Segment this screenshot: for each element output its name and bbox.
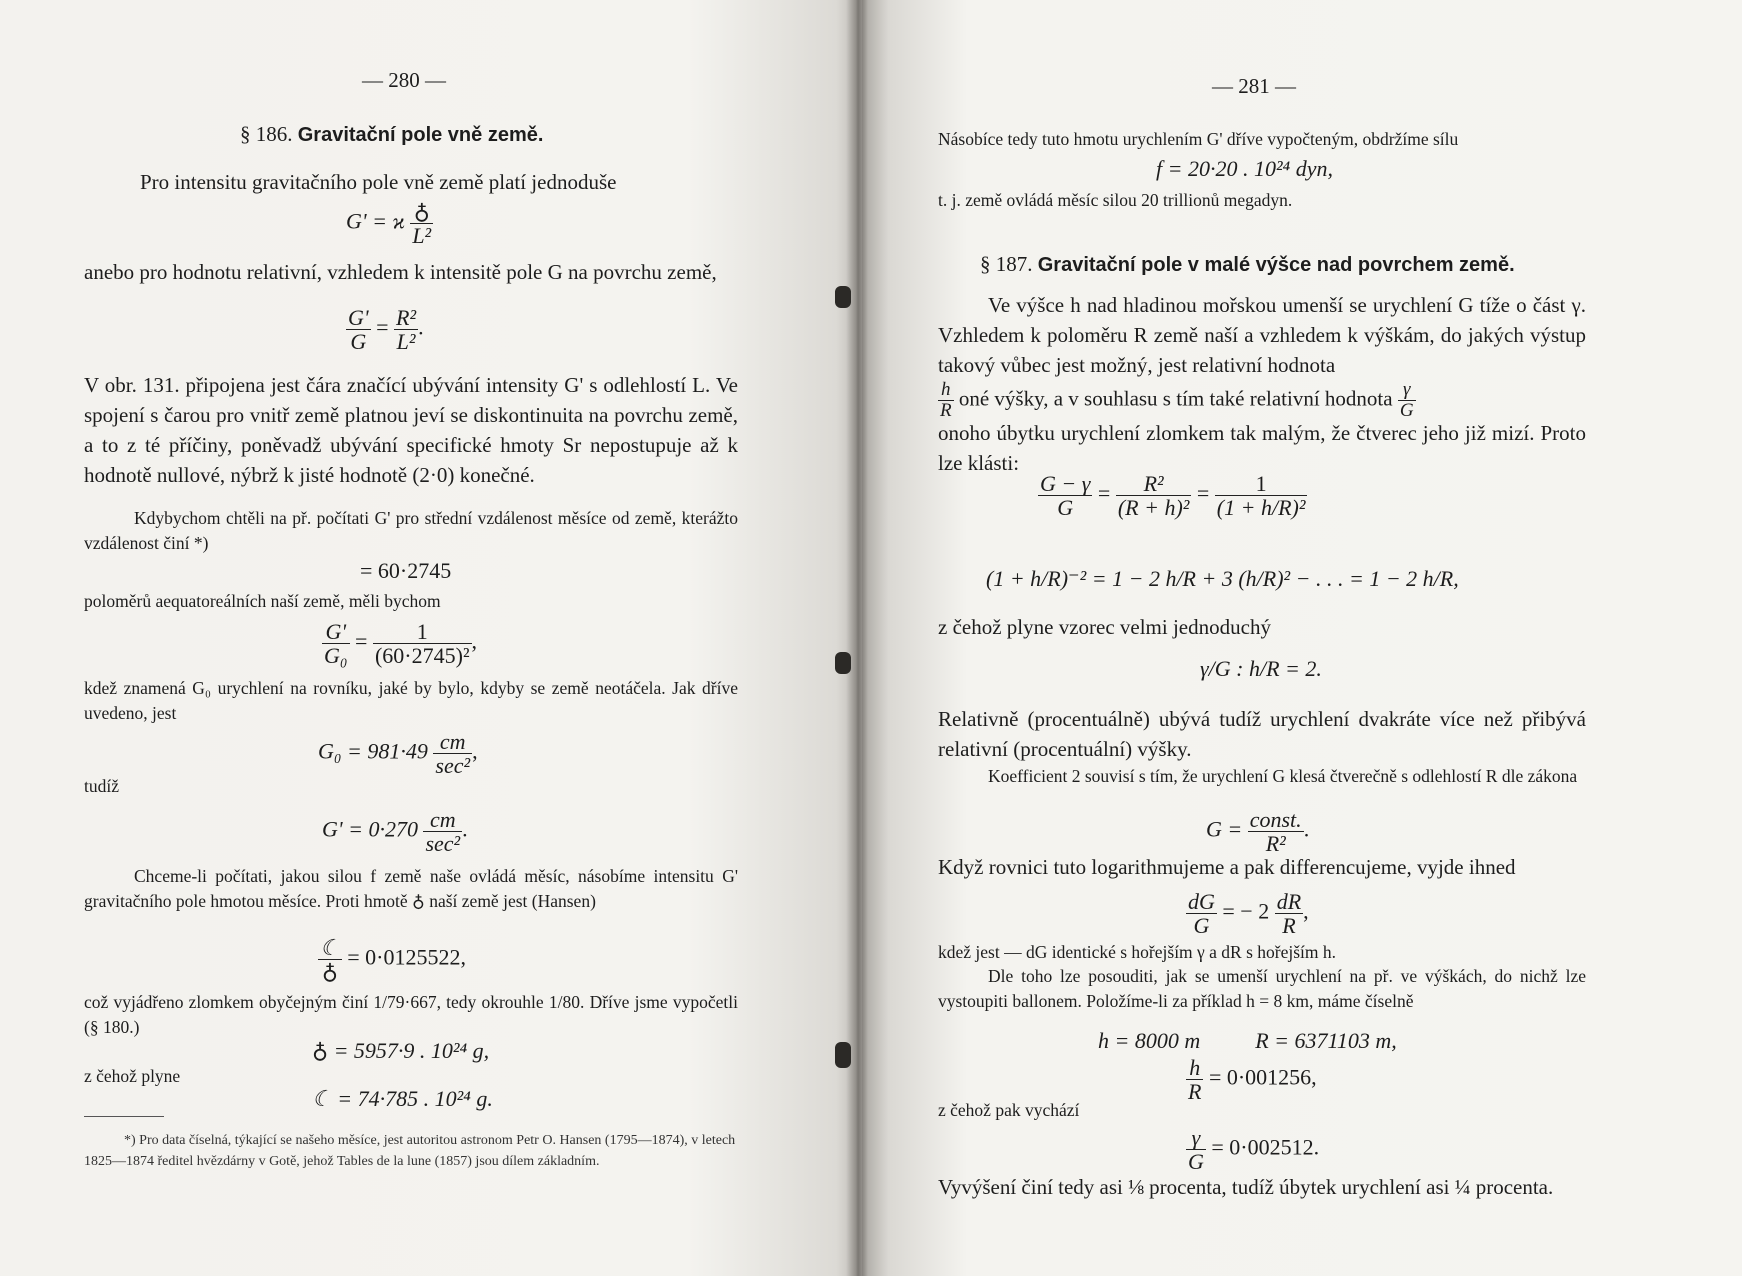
paragraph: V obr. 131. připojena jest čára značící ubývání intensity G' s odlehlostí L. Ve spojení s čarou pro vnitř země platnou jeví se diskontinuita na povrchu země, a to z té příčiny, poněvadž ubývání specifické hmoty Sr nepostupuje až k hodnotě nullové, nýbrž k jisté hodnotě (2·0) konečné. — [84, 373, 738, 487]
page-number: — 281 — — [1212, 74, 1296, 98]
equation: γ/G : h/R = 2. — [1200, 656, 1322, 681]
paragraph: což vyjádřeno zlomkem obyčejným činí 1/79·667, tedy okrouhle 1/80. Dříve jsme vypočetli (§ 180.) — [84, 992, 738, 1037]
page-number: — 280 — — [362, 68, 446, 92]
equation: $\frac{☾}{♁}$ = 0·0125522, — [320, 935, 466, 985]
equation: f = 20·20 . 10²⁴ dyn, — [1156, 156, 1333, 181]
equation: G = $\frac{\text{const.}}{\text{R²}}$ . — [1206, 807, 1310, 857]
paragraph: Dle toho lze posouditi, jak se umenší urychlení na př. ve výškách, do nichž lze vystoupiti ballonem. Položíme-li za příklad h = 8 km, máme číselně — [938, 966, 1586, 1011]
paragraph: onoho úbytku urychlení zlomkem tak malým, že čtverec jeho již mizí. Proto lze klásti: — [938, 421, 1586, 475]
paragraph: Chceme-li počítati, jakou silou f země naše ovládá měsíc, násobíme intensitu G' gravitačního pole hmotou měsíce. Proti hmotě ♁ naší země jest (Hansen) — [84, 866, 738, 911]
equation: G₀ = 981·49 $\frac{cm}{\text{sec²}}$ , — [318, 729, 478, 779]
section-title: Gravitační pole vně země. — [297, 124, 544, 146]
equation: $\frac{\gamma}{G}$ = 0·002512. — [1188, 1125, 1320, 1175]
equation: = 60·2745 — [360, 558, 452, 583]
equation: $\frac{G'}{\text{G₀}}$ = $\frac{1}{\text{(60·2745)²}}$ , — [324, 619, 478, 669]
paragraph: z čehož plyne — [84, 1066, 181, 1086]
equation: $\frac{G - \gamma}{G}$ = $\frac{\text{R²}}{\text{(R + h)²}}$ = $\frac{1}{\text{(1 + h/R)²}}$ — [1040, 471, 1306, 521]
equation: G' = ϰ $\frac{♁}{\text{L²}}$ — [346, 199, 432, 249]
paragraph: Ve výšce h nad hladinou mořskou umenší se urychlení G tíže o část γ. Vzhledem k poloměru R země naší a vzhledem k výškám, do jakých výstup takový vůbec jest možný, jest relativní hodnota — [938, 293, 1586, 377]
footnote: *) Pro data číselná, týkající se našeho měsíce, jest autoritou astronom Petr O. Hansen (1795—1874), v letech 1825—1874 ředitel hvězdárny v Gotě, jehož Tables de la lune (1857) jsou dílem základním. — [84, 1133, 736, 1169]
equation: (1 + h/R)⁻² = 1 − 2 h/R + 3 (h/R)² − . . . = 1 − 2 h/R, — [986, 566, 1459, 591]
section-number: § 187. — [980, 252, 1033, 276]
paragraph: Pro intensitu gravitačního pole vně země platí jednoduše — [140, 170, 617, 194]
paragraph: poloměrů aequatoreálních naší země, měli bychom — [84, 591, 441, 611]
paragraph: tudíž — [84, 776, 119, 796]
paragraph: Když rovnici tuto logarithmujeme a pak differencujeme, vyjde ihned — [938, 855, 1516, 879]
paragraph: kdež znamená G₀ urychlení na rovníku, jaké by bylo, kdyby se země neotáčela. Jak dříve uvedeno, jest — [84, 678, 738, 723]
paragraph: anebo pro hodnotu relativní, vzhledem k intensitě pole G na povrchu země, — [84, 260, 717, 284]
equation: h = 8000 m R = 6371103 m, — [1098, 1028, 1397, 1053]
section-heading — [240, 122, 543, 147]
section-heading — [980, 252, 1515, 277]
paragraph: t. j. země ovládá měsíc silou 20 trillionů megadyn. — [938, 190, 1293, 210]
equation: G' = 0·270 $\frac{cm}{\text{sec²}}$ . — [322, 807, 468, 857]
paragraph: Koefficient 2 souvisí s tím, že urychlení G klesá čtverečně s odlehlostí R dle zákona — [988, 766, 1578, 786]
binding-stitch — [835, 1042, 851, 1068]
equation: $\frac{G'}{G}$ = $\frac{\text{R²}}{\text{L²}}$ . — [348, 305, 424, 355]
footnote-rule — [84, 1116, 164, 1117]
equation: $\frac{h}{R}$ = 0·001256, — [1188, 1055, 1317, 1105]
paragraph: kdež jest — dG identické s hořejším γ a dR s hořejším h. — [938, 942, 1337, 962]
paragraph: Kdybychom chtěli na př. počítati G' pro střední vzdálenost měsíce od země, kterážto vzdálenost činí *) — [84, 508, 738, 553]
paragraph: z čehož plyne vzorec velmi jednoduchý — [938, 615, 1271, 639]
section-title: Gravitační pole v malé výšce nad povrchem země. — [1037, 254, 1515, 276]
binding-stitch — [835, 286, 851, 308]
equation: ♁ = 5957·9 . 10²⁴ g, — [312, 1038, 490, 1063]
paragraph: z čehož pak vychází — [938, 1100, 1080, 1120]
paragraph: Vyvýšení činí tedy asi ⅛ procenta, tudíž úbytek urychlení asi ¼ procenta. — [938, 1175, 1554, 1199]
book-gutter — [846, 0, 868, 1276]
equation: ☾ = 74·785 . 10²⁴ g. — [312, 1086, 493, 1111]
paragraph-line: $\frac{h}{R}$ oné výšky, a v souhlasu s tím také relativní hodnota $\frac{\gamma}{G}$ — [940, 379, 1414, 421]
section-number: § 186. — [240, 122, 293, 146]
binding-stitch — [835, 652, 851, 674]
equation: $\frac{dG}{G}$ = − 2 $\frac{dR}{R}$ , — [1188, 889, 1309, 939]
paragraph: Relativně (procentuálně) ubývá tudíž urychlení dvakráte více než přibývá relativní (procentuální) výšky. — [938, 707, 1586, 761]
paragraph: Násobíce tedy tuto hmotu urychlením G' dříve vypočteným, obdržíme sílu — [938, 129, 1459, 149]
